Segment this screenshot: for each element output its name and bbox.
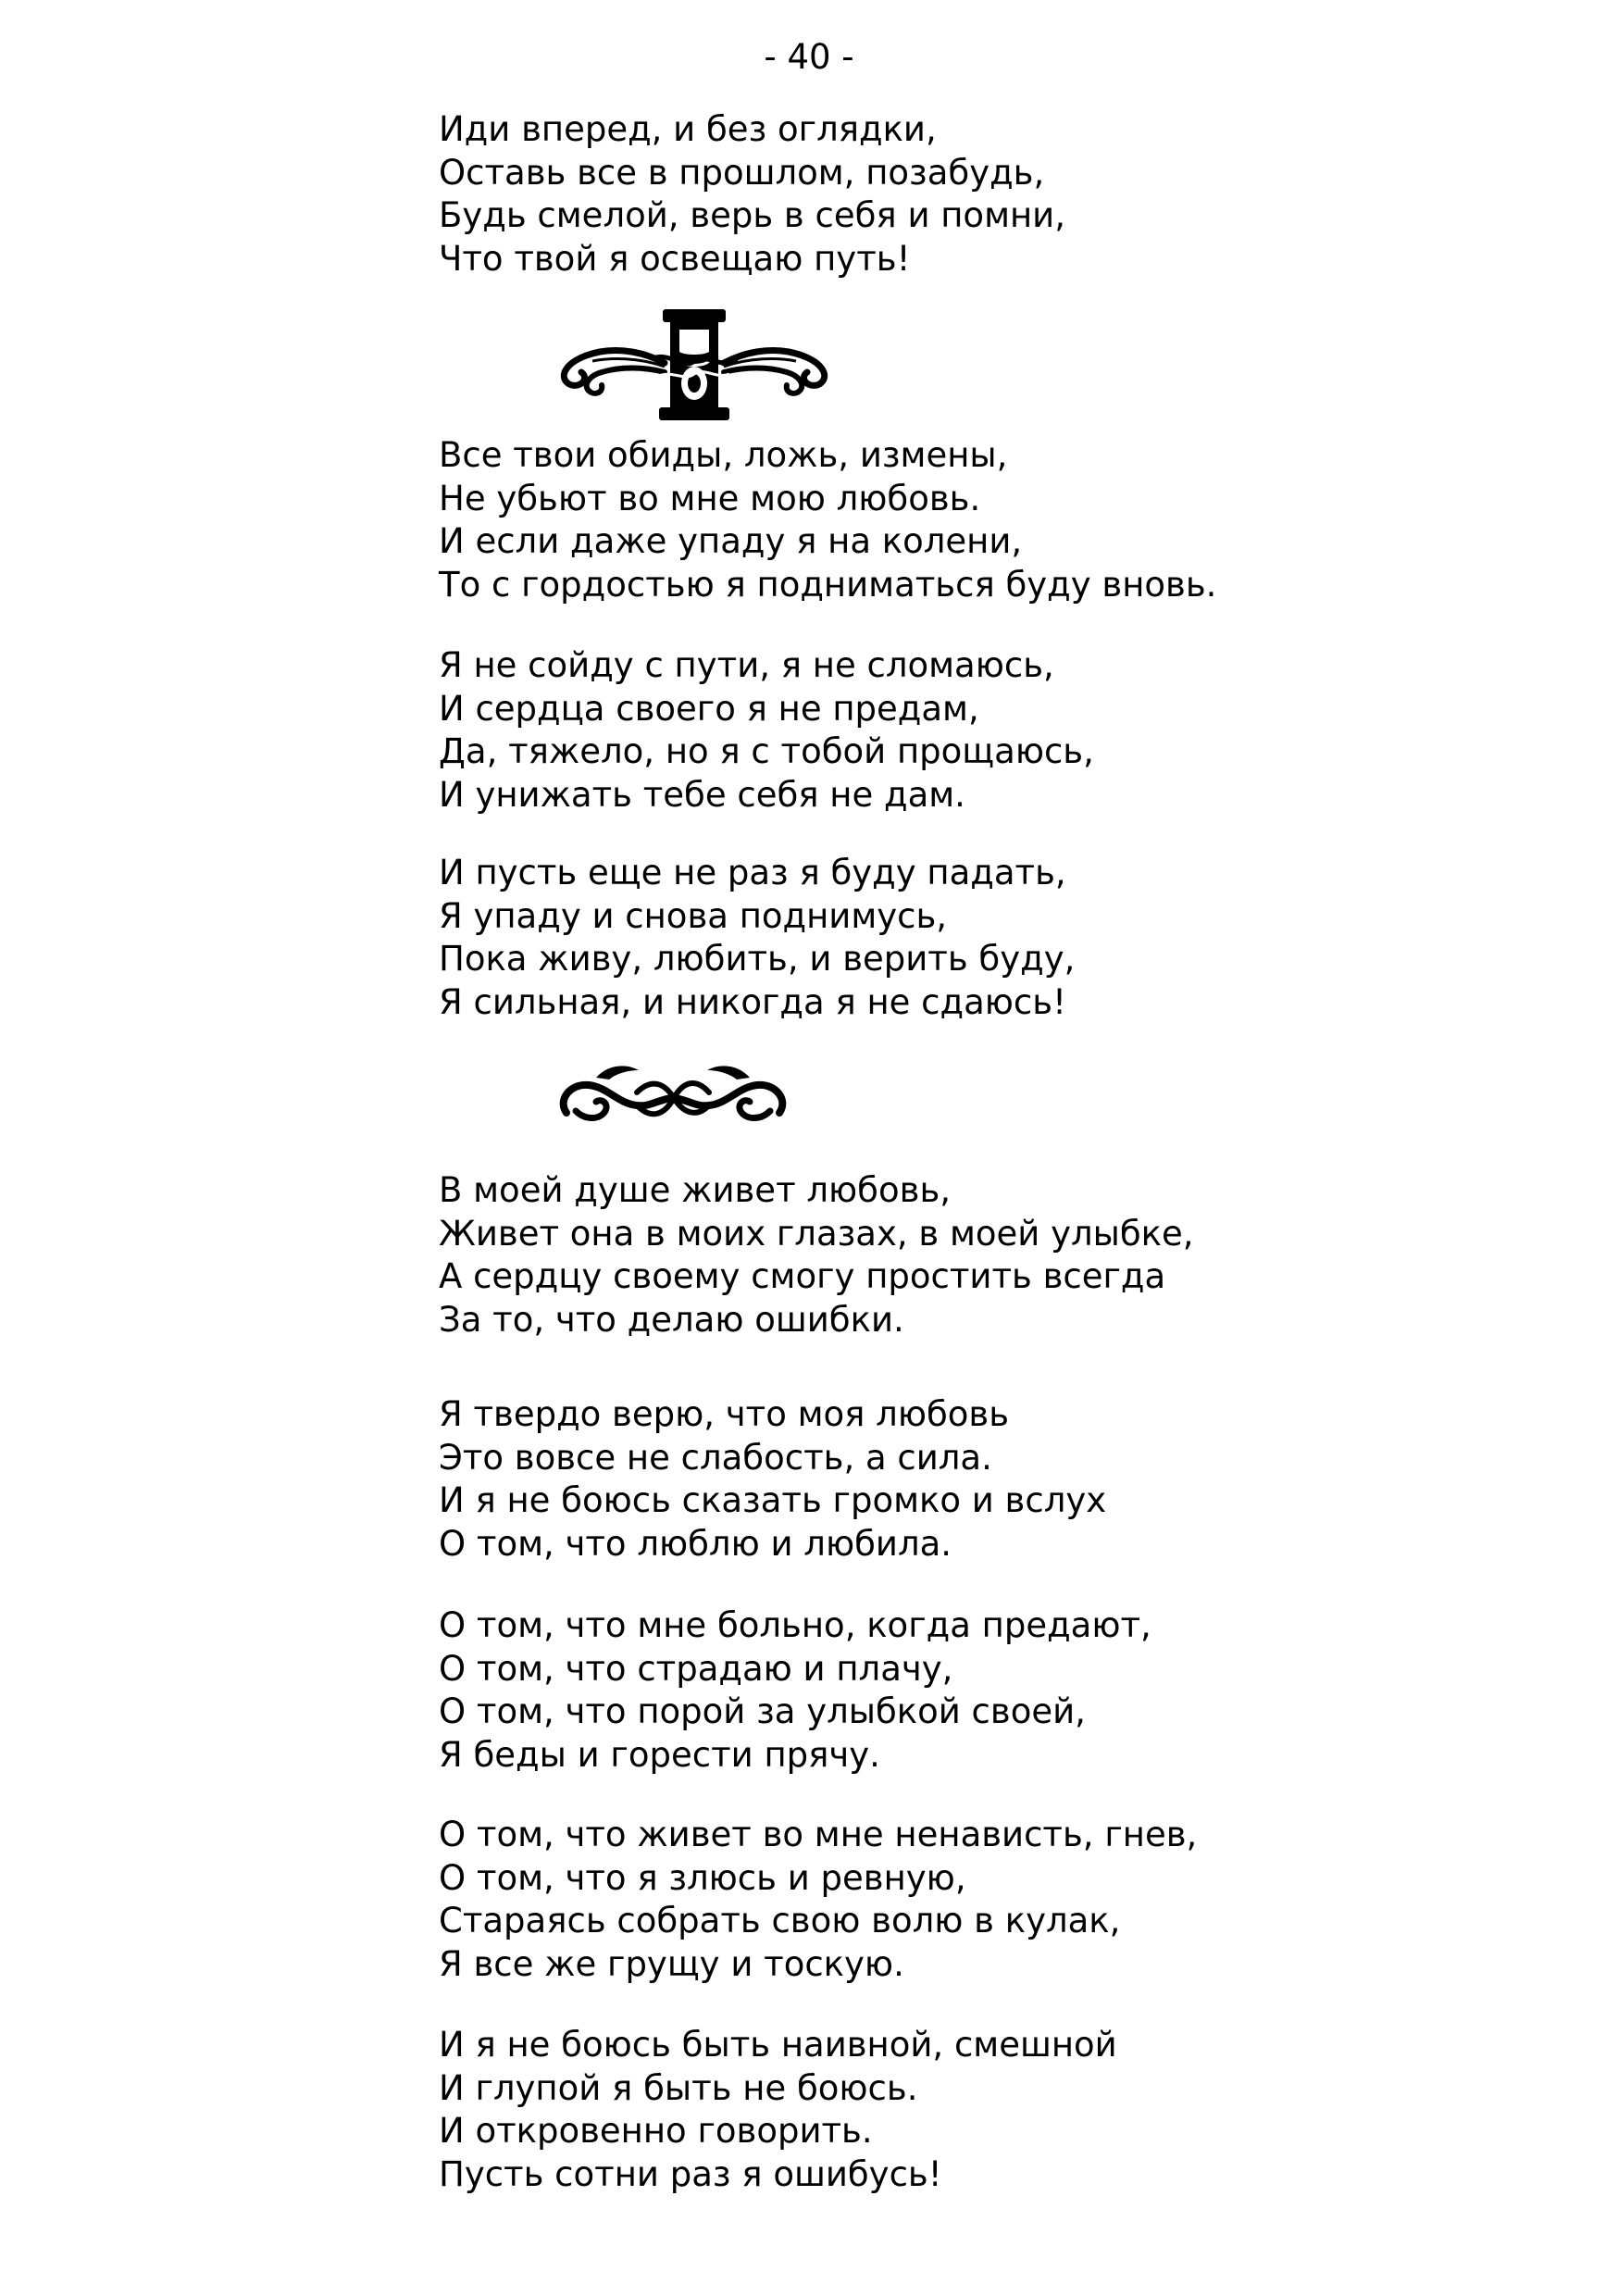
- poem-line: И я не боюсь быть наивной, смешной: [439, 2025, 1117, 2065]
- stanza: [439, 644, 1094, 817]
- poem-line: О том, что мне больно, когда предают,: [439, 1605, 1151, 1645]
- stanza: [439, 1169, 1194, 1341]
- poem-line: И если даже упаду я на колени,: [439, 521, 1023, 561]
- poem-line: Я упаду и снова поднимусь,: [439, 895, 948, 936]
- poem-line: Я все же грущу и тоскую.: [439, 1943, 904, 1984]
- poem-line: Не убьют во мне мою любовь.: [439, 478, 981, 518]
- stanza: [439, 434, 1216, 606]
- poem-line: Все твои обиды, ложь, измены,: [439, 435, 1008, 475]
- poem-line: Будь смелой, верь в себя и помни,: [439, 195, 1065, 235]
- poem-line: Это вовсе не слабость, а сила.: [439, 1437, 992, 1478]
- poem-line: Живет она в моих глазах, в моей улыбке,: [439, 1213, 1194, 1254]
- poem-line: Я сильная, и никогда я не сдаюсь!: [439, 981, 1066, 1022]
- poem-line: В моей душе живет любовь,: [439, 1170, 952, 1210]
- poem-line: Стараясь собрать свою волю в кулак,: [439, 1901, 1121, 1940]
- stanza: [439, 2024, 1117, 2196]
- stanza: [439, 1393, 1106, 1566]
- poem-line: Я беды и горести прячу.: [439, 1734, 880, 1775]
- poem-line: И унижать тебе себя не дам.: [439, 774, 965, 815]
- poem-line: О том, что порой за улыбкой своей,: [439, 1691, 1086, 1731]
- page-number: - 40 -: [764, 37, 854, 77]
- poem-line: И пусть еще не раз я буду падать,: [439, 853, 1066, 892]
- poem-line: И глупой я быть не боюсь.: [439, 2067, 918, 2108]
- poem-line: За то, что делаю ошибки.: [439, 1299, 904, 1340]
- poem-line: Что твой я освещаю путь!: [439, 238, 911, 279]
- scroll-lantern-ornament: [555, 306, 833, 430]
- poem-line: О том, что живет во мне ненависть, гнев,: [439, 1815, 1198, 1854]
- swirl-ornament: [548, 1055, 798, 1139]
- poem-line: О том, что люблю и любила.: [439, 1523, 952, 1564]
- poem-line: Пусть сотни раз я ошибусь!: [439, 2153, 942, 2194]
- poem-line: И я не боюсь сказать громко и вслух: [439, 1480, 1107, 1520]
- stanza: [439, 1604, 1151, 1777]
- poem-line: О том, что я злюсь и ревную,: [439, 1857, 966, 1898]
- poem-line: И сердца своего я не предам,: [439, 688, 979, 729]
- poem-line: Я твердо верю, что моя любовь: [439, 1394, 1010, 1434]
- poem-line: Да, тяжело, но я с тобой прощаюсь,: [439, 731, 1094, 771]
- poem-line: То с гордостью я подниматься буду вновь.: [439, 564, 1217, 605]
- stanza: [439, 1814, 1197, 1986]
- poem-line: Пока живу, любить, и верить буду,: [439, 939, 1076, 979]
- poem-line: Иди вперед, и без оглядки,: [439, 109, 937, 149]
- poem-line: О том, что страдаю и плачу,: [439, 1648, 953, 1689]
- stanza: [439, 108, 1065, 281]
- poem-line: Оставь все в прошлом, позабудь,: [439, 152, 1045, 193]
- poem-line: А сердцу своему смогу простить всегда: [439, 1256, 1166, 1296]
- poem-line: Я не сойду с пути, я не сломаюсь,: [439, 645, 1054, 685]
- stanza: [439, 852, 1075, 1024]
- poem-line: И откровенно говорить.: [439, 2111, 873, 2151]
